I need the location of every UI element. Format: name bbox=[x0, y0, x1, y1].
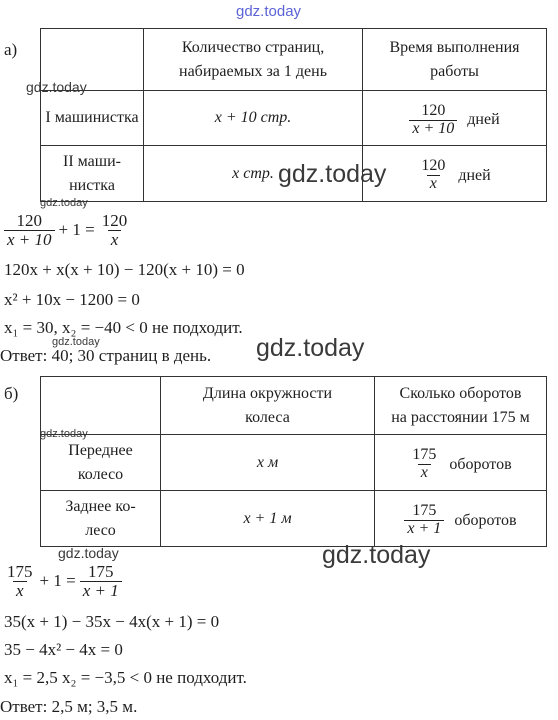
row-name-line2: колесо bbox=[77, 465, 124, 483]
header-length-line2: колеса bbox=[245, 408, 290, 426]
table-row bbox=[41, 435, 547, 491]
watermark: gdz.today bbox=[278, 160, 387, 188]
header-blank-cell bbox=[41, 29, 144, 91]
row-length-value: x + 1 м bbox=[243, 509, 292, 527]
fraction-denominator: x + 10 bbox=[4, 230, 55, 249]
header-length-line1: Длина окружности bbox=[202, 384, 333, 402]
watermark-top: gdz.today bbox=[236, 3, 302, 20]
row-name-line2: нистка bbox=[69, 176, 115, 194]
equation-a-2: 120x + x(x + 10) − 120(x + 10) = 0 bbox=[4, 260, 245, 279]
row-pages-cell bbox=[144, 146, 363, 202]
header-time-line2: работы bbox=[430, 62, 479, 80]
equation-operator: + 1 = bbox=[39, 571, 76, 591]
row-name-line1: I машинистка bbox=[45, 109, 139, 126]
row-length-cell bbox=[161, 435, 375, 491]
row-name-cell bbox=[41, 491, 161, 547]
fraction-numerator: 120 bbox=[101, 211, 128, 230]
equation-a-3: x² + 10x − 1200 = 0 bbox=[4, 290, 140, 309]
row-name-line1: II маши- bbox=[63, 152, 121, 170]
row-name-line1: Заднее ко- bbox=[65, 497, 136, 515]
header-blank-cell bbox=[41, 377, 161, 435]
row-turns-cell bbox=[375, 435, 547, 491]
row-length-value: x м bbox=[256, 453, 279, 471]
fraction-numerator: 175 bbox=[7, 562, 33, 581]
table-row bbox=[41, 146, 547, 202]
fraction-denominator: x + 1 bbox=[80, 581, 122, 600]
watermark: gdz.today bbox=[26, 79, 87, 95]
roots-a: x₁ = 30, x₂ = −40 < 0 не подходит. bbox=[4, 318, 243, 337]
fraction-denominator: x bbox=[418, 464, 431, 482]
header-turns-line2: на расстоянии 175 м bbox=[391, 408, 530, 426]
answer-a: Ответ: 40; 30 страниц в день. bbox=[0, 346, 212, 365]
equation-a-1 bbox=[4, 212, 130, 249]
header-pages-cell bbox=[144, 29, 363, 91]
time-fraction bbox=[409, 103, 457, 138]
header-length-cell bbox=[161, 377, 375, 435]
header-pages-line2: набираемых за 1 день bbox=[179, 62, 327, 80]
time-unit: дней bbox=[458, 166, 491, 184]
row-name-line2: лесо bbox=[85, 521, 116, 539]
header-time-cell bbox=[363, 29, 547, 91]
fraction-denominator: x + 10 bbox=[409, 120, 457, 138]
row-name-cell bbox=[41, 435, 161, 491]
row-pages-value: x стр. bbox=[232, 164, 274, 182]
row-name-line1: Переднее bbox=[68, 441, 133, 459]
equation-b-1 bbox=[4, 563, 122, 600]
table-a bbox=[40, 28, 547, 202]
row-time-cell bbox=[363, 91, 547, 146]
fraction-numerator: 120 bbox=[421, 157, 446, 175]
header-turns-line1: Сколько оборотов bbox=[399, 384, 522, 402]
roots-b: x₁ = 2,5 x₂ = −3,5 < 0 не подходит. bbox=[4, 668, 247, 687]
equation-operator: + 1 = bbox=[58, 220, 95, 240]
watermark: gdz.today bbox=[58, 545, 119, 561]
header-pages-line1: Количество страниц, bbox=[181, 38, 325, 56]
equation-fraction bbox=[80, 563, 122, 600]
fraction-numerator: 175 bbox=[412, 446, 437, 464]
fraction-numerator: 175 bbox=[412, 502, 437, 520]
fraction-denominator: x bbox=[427, 175, 440, 193]
fraction-numerator: 120 bbox=[16, 211, 43, 230]
watermark: gdz.today bbox=[52, 336, 100, 348]
fraction-denominator: x + 1 bbox=[404, 520, 444, 538]
watermark: gdz.today bbox=[40, 197, 88, 209]
equation-fraction bbox=[99, 212, 131, 249]
table-row bbox=[41, 491, 547, 547]
equation-fraction bbox=[4, 563, 36, 600]
watermark: gdz.today bbox=[322, 541, 431, 569]
header-time-line1: Время выполнения bbox=[389, 38, 520, 56]
row-time-cell bbox=[363, 146, 547, 202]
part-a-label: а) bbox=[4, 40, 18, 59]
fraction-denominator: x bbox=[13, 581, 27, 600]
turns-fraction bbox=[409, 447, 439, 482]
row-pages-cell bbox=[144, 91, 363, 146]
equation-b-2: 35(x + 1) − 35x − 4x(x + 1) = 0 bbox=[4, 612, 220, 631]
header-turns-cell bbox=[375, 377, 547, 435]
fraction-denominator: x bbox=[108, 230, 122, 249]
fraction-numerator: 120 bbox=[421, 101, 446, 119]
table-b bbox=[40, 376, 547, 547]
row-name-cell bbox=[41, 146, 144, 202]
part-b-label: б) bbox=[4, 384, 19, 403]
row-length-cell bbox=[161, 491, 375, 547]
answer-b: Ответ: 2,5 м; 3,5 м. bbox=[0, 697, 138, 716]
row-name-cell bbox=[41, 91, 144, 146]
equation-b-3: 35 − 4x² − 4x = 0 bbox=[4, 640, 123, 659]
time-unit: дней bbox=[467, 111, 500, 128]
equation-fraction bbox=[4, 212, 55, 249]
table-row bbox=[41, 91, 547, 146]
row-turns-cell bbox=[375, 491, 547, 547]
turns-unit: оборотов bbox=[449, 455, 512, 473]
table-a-header bbox=[41, 29, 547, 91]
turns-unit: оборотов bbox=[454, 511, 517, 529]
watermark: gdz.today bbox=[40, 428, 88, 440]
watermark: gdz.today bbox=[256, 334, 365, 362]
table-b-header bbox=[41, 377, 547, 435]
row-pages-value: x + 10 стр. bbox=[214, 109, 292, 126]
time-fraction bbox=[418, 158, 448, 193]
fraction-numerator: 175 bbox=[87, 562, 114, 581]
turns-fraction bbox=[404, 503, 444, 538]
